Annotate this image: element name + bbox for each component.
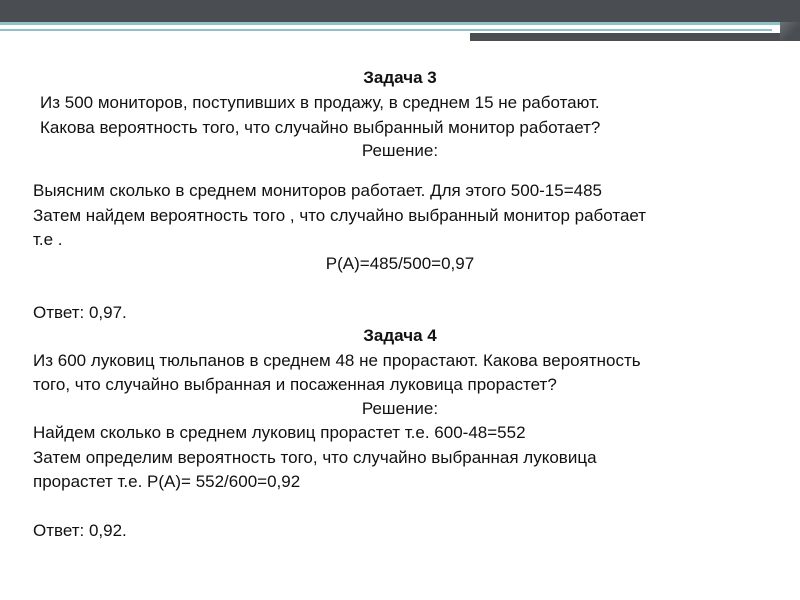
task4-step2: Затем определим вероятность того, что случайно выбранная луковица: [33, 448, 597, 467]
task4-step3: прорастет т.е. Р(А)= 552/600=0,92: [33, 472, 301, 491]
task4-answer: Ответ: 0,92.: [33, 521, 127, 540]
task3-title: Задача 3: [363, 68, 437, 87]
task4-title: Задача 4: [363, 326, 437, 345]
task4-statement-line2: того, что случайно выбранная и посаженная луковица прорастет?: [33, 375, 557, 394]
task3-step2: Затем найдем вероятность того , что случайно выбранный монитор работает: [33, 206, 647, 225]
task3-step1: Выясним сколько в среднем мониторов работает. Для этого 500-15=485: [33, 181, 603, 200]
task3-statement-line1: Из 500 мониторов, поступивших в продажу, в среднем 15 не работают.: [40, 93, 600, 112]
task4-solution-heading: Решение:: [361, 399, 439, 418]
task3-solution-heading: Решение:: [361, 141, 439, 160]
task3-answer: Ответ: 0,97.: [33, 303, 127, 322]
task3-formula: Р(А)=485/500=0,97: [325, 254, 475, 273]
task4-statement-line1: Из 600 луковиц тюльпанов в среднем 48 не прорастают. Какова вероятность: [33, 351, 641, 370]
task3-statement-line2: Какова вероятность того, что случайно выбранный монитор работает?: [40, 118, 601, 137]
task4-step1: Найдем сколько в среднем луковиц прорастет т.е. 600-48=552: [33, 423, 526, 442]
task3-step3: т.е .: [33, 230, 63, 249]
